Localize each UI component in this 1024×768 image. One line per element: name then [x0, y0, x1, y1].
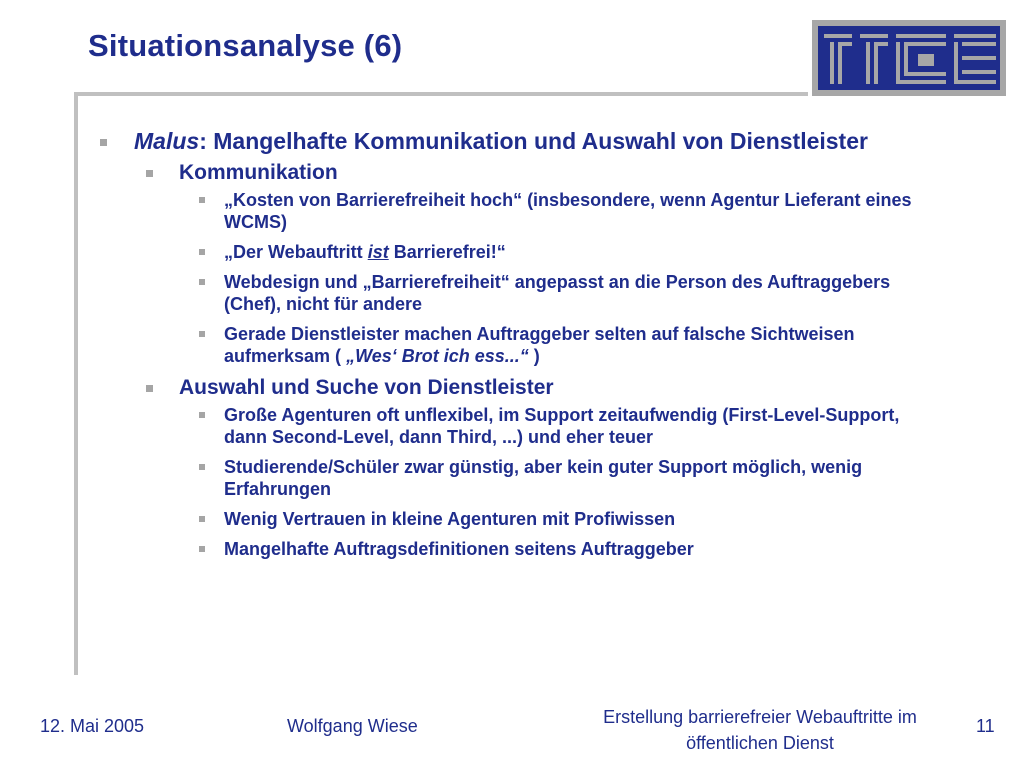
square-bullet-icon: [199, 546, 205, 552]
list-item: [96, 271, 936, 315]
footer-date: 12. Mai 2005: [40, 716, 145, 736]
list-item-text: Wenig Vertrauen in kleine Agenturen mit Profiwissen: [224, 509, 676, 529]
square-bullet-icon: [146, 170, 153, 177]
list-item: [96, 456, 936, 500]
square-bullet-icon: [199, 464, 205, 470]
section-heading: Auswahl und Suche von Dienstleister: [179, 376, 554, 399]
square-bullet-icon: [199, 279, 205, 285]
bullet-main: [96, 126, 936, 157]
slide-title: Situationsanalyse (6): [88, 28, 403, 63]
section-kommunikation: [96, 160, 936, 186]
rrze-logo-graphic: [812, 20, 1006, 96]
list-item: [96, 189, 936, 233]
square-bullet-icon: [146, 385, 153, 392]
list-item-text-after: Barrierefrei!“: [388, 242, 506, 262]
left-divider: [74, 92, 78, 675]
slide-content: [96, 126, 936, 564]
list-item: [96, 508, 936, 530]
section-heading: Kommunikation: [179, 161, 338, 184]
section-auswahl: [96, 375, 936, 401]
list-item-text: „Kosten von Barrierefreiheit hoch“ (insbesondere, wenn Agentur Lieferant eines WCMS): [224, 190, 912, 232]
list-item-emphasis: ist: [367, 242, 389, 262]
square-bullet-icon: [199, 412, 205, 418]
list-item-text: Studierende/Schüler zwar günstig, aber kein guter Support möglich, wenig Erfahrungen: [224, 457, 863, 499]
square-bullet-icon: [199, 249, 205, 255]
header-divider: [74, 92, 808, 96]
main-lead: Malus: [134, 128, 200, 154]
page-number: 11: [976, 716, 995, 736]
list-item-emphasis: „Wes‘ Brot ich ess...“: [346, 346, 529, 366]
list-item-text: Große Agenturen oft unflexibel, im Support zeitaufwendig (First-Level-Support, dann Second-Level, dann Third, ...) und eher teuer: [224, 405, 900, 447]
list-item: [96, 404, 936, 448]
footer-doc-title-line2: öffentlichen Dienst: [686, 733, 834, 753]
footer-doc-title-line1: Erstellung barrierefreier Webauftritte im: [603, 707, 917, 727]
main-rest: : Mangelhafte Kommunikation und Auswahl von Dienstleister: [199, 128, 868, 154]
square-bullet-icon: [199, 331, 205, 337]
square-bullet-icon: [100, 139, 107, 146]
list-item-text-after: ): [528, 346, 540, 366]
rrze-logo: [812, 20, 1006, 96]
list-item-text: Webdesign und „Barrierefreiheit“ angepasst an die Person des Auftraggebers (Chef), nicht für andere: [224, 272, 891, 314]
square-bullet-icon: [199, 197, 205, 203]
list-item: [96, 323, 936, 367]
list-item-text-before: „Der Webauftritt: [224, 242, 368, 262]
square-bullet-icon: [199, 516, 205, 522]
list-item-text: Mangelhafte Auftragsdefinitionen seitens Auftraggeber: [224, 539, 694, 559]
list-item-text-before: Gerade Dienstleister machen Auftraggeber selten auf falsche Sichtweisen aufmerksam (: [224, 324, 855, 366]
footer-author: Wolfgang Wiese: [287, 716, 418, 736]
list-item: [96, 241, 936, 263]
list-item: [96, 538, 936, 560]
footer-doc-title: [560, 704, 960, 756]
